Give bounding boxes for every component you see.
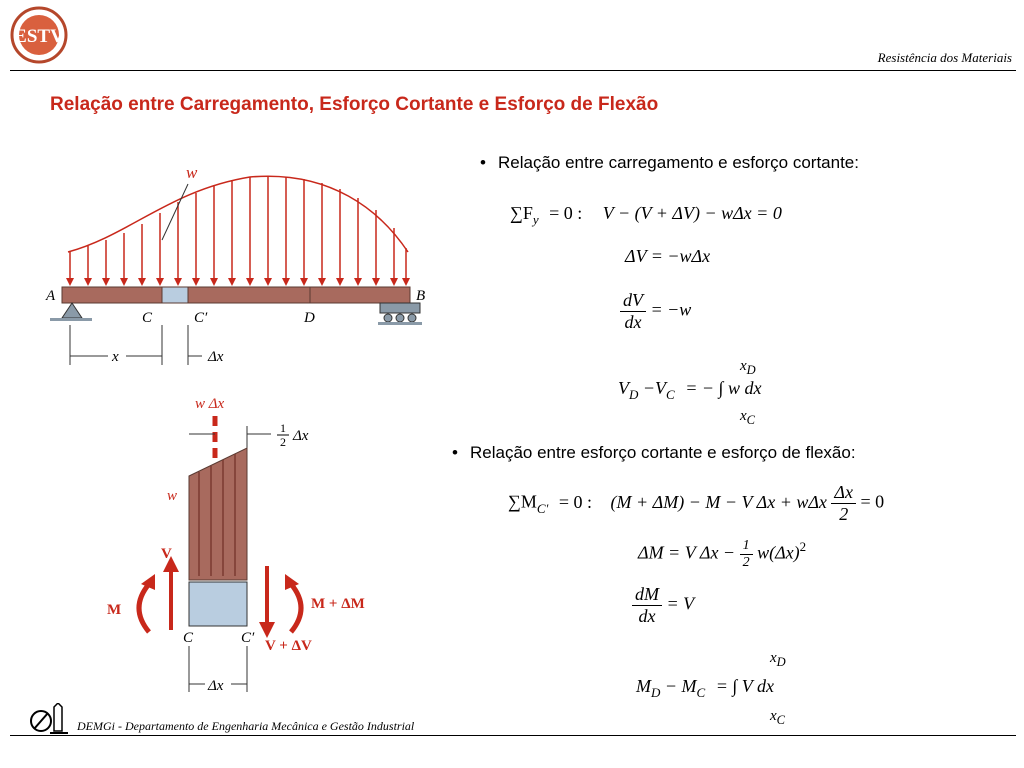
c-prime-label: C′ — [241, 630, 255, 646]
eq-dv-dx: $\frac{dV}{dx}$ = −w — [620, 290, 691, 333]
moment-m-plus-dm-arrow — [291, 584, 301, 632]
distributed-load-block — [189, 448, 247, 580]
integral-lower-limit-2: $x_C$ — [770, 708, 786, 727]
m-label: M — [107, 602, 122, 618]
school-logo — [8, 4, 70, 66]
half-numerator: 1 — [280, 421, 286, 435]
course-name: Resistência dos Materiais — [877, 50, 1012, 65]
point-a-label: A — [46, 288, 56, 304]
point-b-label: B — [416, 288, 426, 304]
roller-support — [378, 303, 422, 325]
half-dx-label: Δx — [293, 428, 309, 444]
integral-lower-limit-1: $x_C$ — [740, 408, 756, 427]
integral-upper-limit-2: $x_D$ — [770, 650, 786, 669]
point-c-label: C — [142, 310, 153, 326]
footer-department: DEMGi - Departamento de Engenharia Mecânica e Gestão Industrial — [77, 719, 415, 733]
x-dimension-label: x — [112, 349, 119, 365]
half-denominator: 2 — [280, 435, 286, 449]
beam-element — [162, 287, 188, 303]
load-arrows — [70, 176, 406, 282]
w-label-2: w — [167, 488, 178, 504]
dx-dimension-label: Δx — [208, 349, 224, 365]
w-label: w — [186, 163, 198, 182]
free-body-figure — [95, 388, 410, 700]
department-logo — [28, 703, 70, 735]
bullet-load-shear: • Relação entre carregamento e esforço cortante: — [480, 153, 859, 172]
eq-delta-m: ΔM = V Δx − $\frac{1}{2}$ $w(\Delta x)^2$ — [638, 538, 807, 570]
eq-md-minus-mc: $M_D - M_C$ = ∫ V dx — [636, 676, 774, 700]
bullet-shear-moment: • Relação entre esforço cortante e esforço de flexão: — [452, 443, 856, 462]
m-plus-dm-label: M + ΔM — [311, 596, 365, 612]
load-curve — [68, 176, 408, 252]
pin-support — [62, 303, 82, 318]
c-label: C — [183, 630, 194, 646]
beam-element — [189, 582, 247, 626]
v-plus-dv-label: V + ΔV — [265, 638, 312, 654]
integral-upper-limit-1: $x_D$ — [740, 358, 756, 377]
footer-divider — [10, 735, 1016, 736]
beam — [62, 287, 410, 303]
w-dx-label: w Δx — [195, 396, 225, 412]
beam-load-figure — [40, 160, 440, 375]
slide-title: Relação entre Carregamento, Esforço Cortante e Esforço de Flexão — [50, 94, 659, 115]
point-d-label: D — [304, 310, 315, 326]
eq-delta-v: ΔV = −wΔx — [625, 246, 711, 266]
eq-sum-mc: $\sum M_{C'} = 0$ : (M + ΔM) − M − V Δx + wΔx $\frac{\Delta x}{2}$ = 0 — [508, 482, 885, 524]
eq-dm-dx: $\frac{dM}{dx}$ = V — [632, 584, 694, 627]
moment-m-arrow — [139, 584, 149, 632]
eq-vd-minus-vc: $V_D -V_C$ = − ∫ w dx — [618, 378, 762, 402]
v-label: V — [161, 546, 172, 562]
point-c-prime-label: C′ — [194, 310, 208, 326]
logo-text: ESTV — [14, 26, 64, 47]
eq-sum-fy: $\sum F_y = 0$ : V − (V + ΔV) − wΔx = 0 — [510, 203, 782, 227]
dx-label: Δx — [208, 678, 224, 694]
header-divider — [10, 70, 1016, 71]
